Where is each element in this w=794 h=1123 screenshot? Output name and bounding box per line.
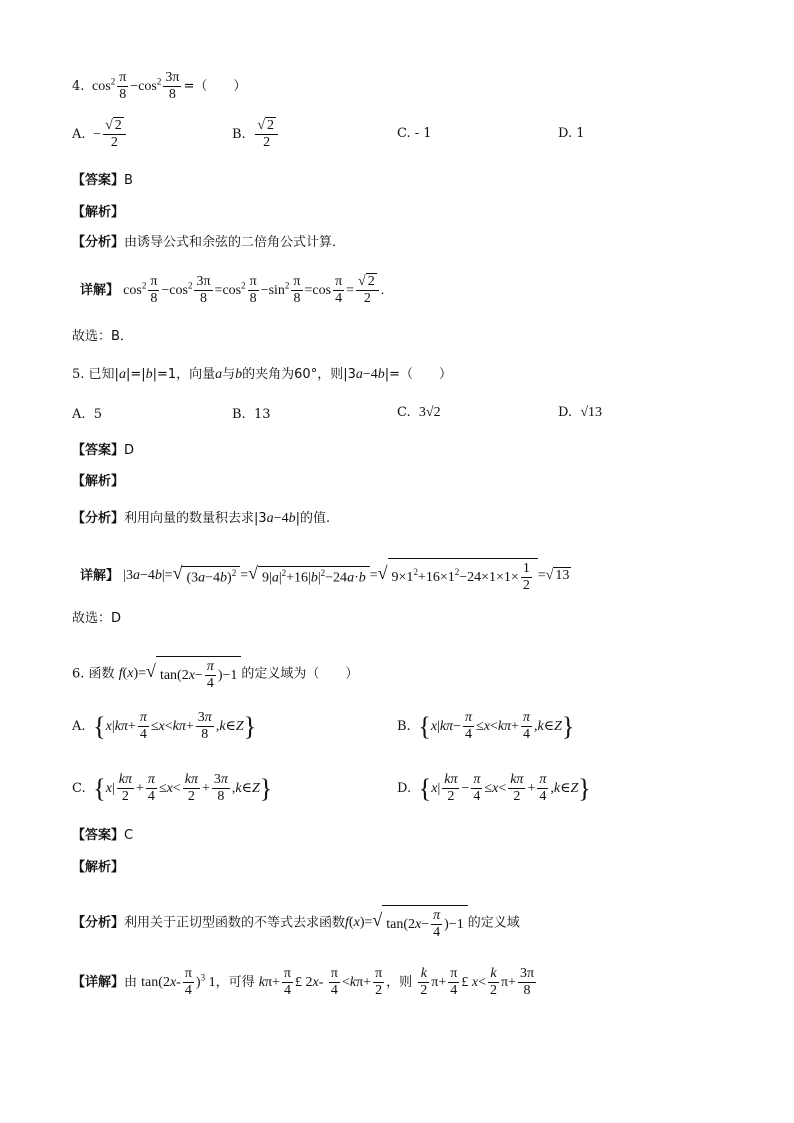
q5-option-c: C. 3√2 xyxy=(397,405,441,420)
q6-option-d: D. {x| $\frac{k\pi}{2}$ − $\frac{\pi}{4}$ ≤x< $\frac{k\pi}{2}$ + $\frac{\pi}{4}$ ,k∈Z} xyxy=(397,772,591,805)
q6-jiexi: 【解析】 xyxy=(72,860,125,875)
q4-fenxi: 【分析】由诱导公式和余弦的二倍角公式计算． xyxy=(72,235,346,250)
q6-option-c: C. {x| $\frac{k\pi}{2}$ + $\frac{\pi}{4}$ ≤x< $\frac{k\pi}{2}$ + $\frac{3\pi}{8}$ ,k∈Z} xyxy=(72,772,273,805)
q4-formula: $\cos^2$ $\frac{\pi}{8}$ $-\cos^2$ $\frac{3\pi}{8}$ xyxy=(88,70,180,103)
q6-stem: 6. 函数 f(x)=√ tan(2x− $\frac{\pi}{4}$ )−1 的定义域为（ ） xyxy=(72,656,358,692)
q6-option-a: A. {x|kπ+ $\frac{\pi}{4}$ ≤x<kπ+ $\frac{3\pi}{8}$ ,k∈Z} xyxy=(72,710,257,743)
q5-stem: 5. 已知|a|=|b|=1，向量a与b的夹角为60°，则|3a−4b|=（ ） xyxy=(72,367,453,382)
q4-xiangjie: 详解】 $\cos^2$ $\frac{\pi}{8}$ $-\cos^2$ $\frac{3\pi}{8}$ $=\cos^2$ $\frac{\pi}{8}$ $-\sin^2$ $\frac{\pi}{8}$ =cos $\frac{\pi}{4}$ = $\frac{√ 2}{2}$ . xyxy=(80,274,385,307)
q5-guxuan: 故选：D xyxy=(72,611,122,626)
q5-option-d: D. √13 xyxy=(558,405,603,420)
q6-option-b: B. {x|kπ− $\frac{\pi}{4}$ ≤x<kπ+ $\frac{\pi}{4}$ ,k∈Z} xyxy=(397,710,575,743)
q6-xiangjie: 【详解】由 tan(2x- $\frac{\pi}{4}$ )$^3$ 1，可得 kπ+ $\frac{\pi}{4}$ £ 2x- $\frac{\pi}{4}$ <kπ+ $\frac{\pi}{2}$ ，则 $\frac{k}{2}$ π+ $\frac{\pi}{4}$ £ x< $\frac{k}{2}$ π+ $\frac{3\pi}{8}$ xyxy=(72,966,535,999)
q4-stem: 4. $\cos^2$ $\frac{\pi}{8}$ $-\cos^2$ $\frac{3\pi}{8}$ =（ ） xyxy=(72,70,247,103)
q6-fenxi: 【分析】利用关于正切型函数的不等式去求函数f(x)=√ tan(2x− $\frac{\pi}{4}$ )−1 的定义域 xyxy=(72,905,520,941)
q4-option-a: A. − $\frac{√ 2}{2}$ xyxy=(72,118,128,151)
q5-xiangjie: 详解】 |3a−4b|=√ $(3a-4b)^2$ =√ $9|a|^2+16|b|^2-24a\cdot b$ =√ $9\times 1^2+16\times 1^2-24\times 1\times 1\times$ $\frac{1}{2}$ =√ 13 xyxy=(80,558,571,594)
q4-guxuan: 故选：B． xyxy=(72,329,133,344)
q4-answer: 【答案】B xyxy=(72,173,133,188)
q4-jiexi: 【解析】 xyxy=(72,205,125,220)
q5-answer: 【答案】D xyxy=(72,443,135,458)
q5-fenxi: 【分析】利用向量的数量积去求|3a−4b|的值. xyxy=(72,511,331,526)
q5-option-b: B. 13 xyxy=(232,407,271,422)
q5-option-a: A. 5 xyxy=(72,407,103,422)
q5-jiexi: 【解析】 xyxy=(72,474,125,489)
q4-option-c: C. - 1 xyxy=(397,126,432,141)
q6-answer: 【答案】C xyxy=(72,828,134,843)
q4-option-b: B. $\frac{√ 2}{2}$ xyxy=(232,118,280,151)
q4-option-d: D. 1 xyxy=(558,126,585,141)
